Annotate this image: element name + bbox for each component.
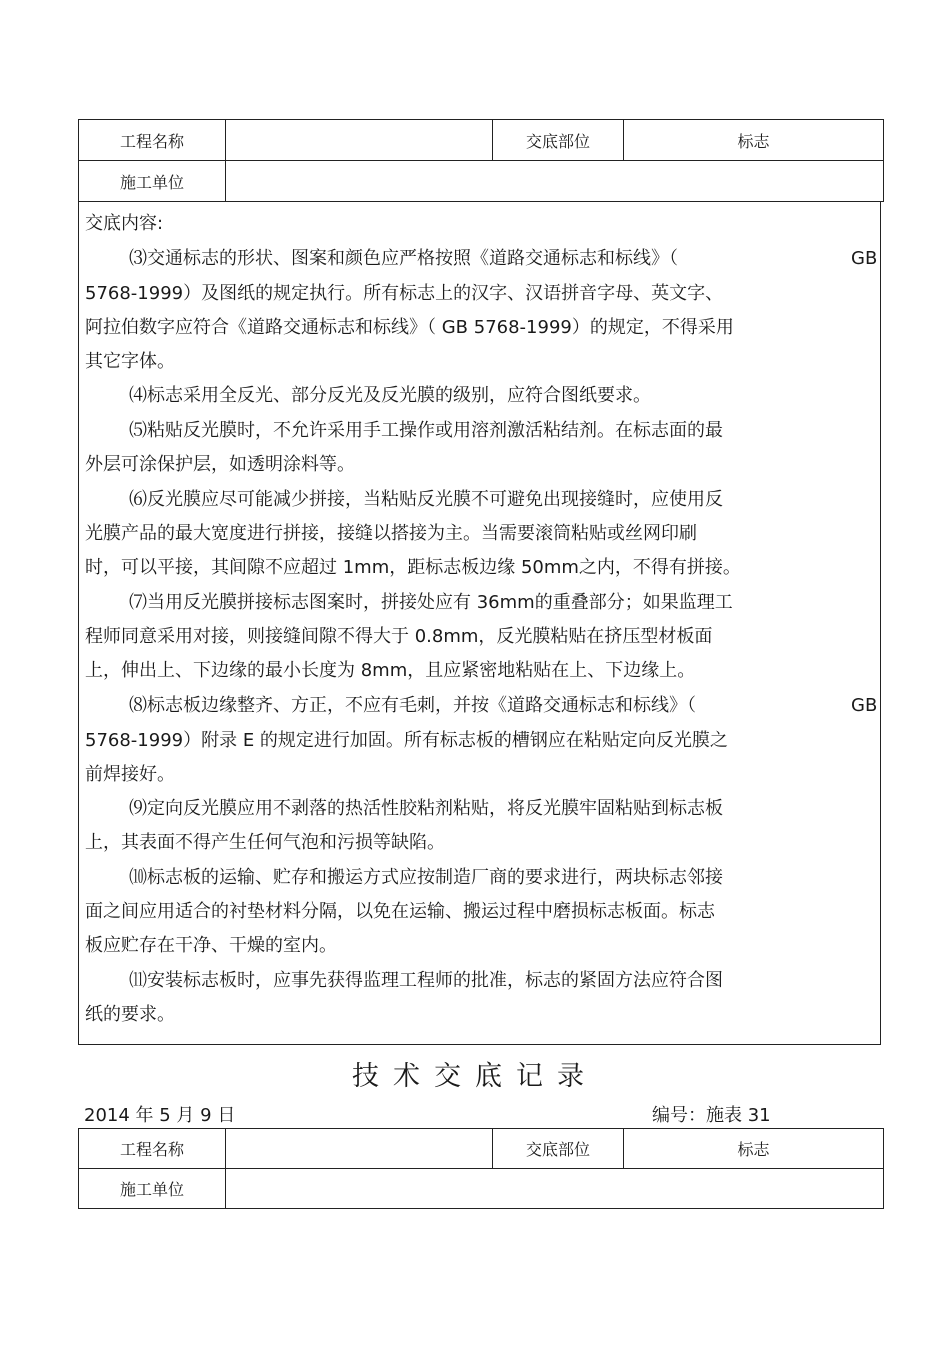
content-line: 前焊接好。: [85, 764, 175, 785]
content-line: ⑶交通标志的形状、图案和颜色应严格按照《道路交通标志和标线》（: [129, 248, 678, 269]
project-name-value: [226, 1129, 493, 1169]
content-line: ⑼定向反光膜应用不剥落的热活性胶粘剂粘贴，将反光膜牢固粘贴到标志板: [129, 798, 723, 819]
content-line: 板应贮存在干净、干燥的室内。: [85, 935, 337, 956]
briefing-content: [78, 201, 881, 1045]
location-value: 标志: [624, 120, 884, 161]
content-line: 5768-1999）及图纸的规定执行。所有标志上的汉字、汉语拼音字母、英文字、: [85, 283, 724, 304]
content-line: ⑸粘贴反光膜时，不允许采用手工操作或用溶剂激活粘结剂。在标志面的最: [129, 420, 723, 441]
content-line: 上，其表面不得产生任何气泡和污损等缺陷。: [85, 832, 445, 853]
content-line: 其它字体。: [85, 351, 175, 372]
header-info-table: [78, 119, 884, 202]
footer-info-table: [78, 1128, 884, 1209]
content-line: ⑽标志板的运输、贮存和搬运方式应按制造厂商的要求进行，两块标志邻接: [129, 867, 723, 888]
table-row: [79, 1129, 884, 1169]
contractor-label: 施工单位: [79, 1169, 226, 1209]
content-line: GB: [851, 248, 878, 269]
content-line: ⑷标志采用全反光、部分反光及反光膜的级别，应符合图纸要求。: [129, 385, 651, 406]
location-label: 交底部位: [493, 120, 624, 161]
content-line: 5768-1999）附录 E 的规定进行加固。所有标志板的槽钢应在粘贴定向反光膜之: [85, 730, 728, 751]
content-line: ⑹反光膜应尽可能减少拼接，当粘贴反光膜不可避免出现接缝时，应使用反: [129, 489, 723, 510]
content-line: 外层可涂保护层，如透明涂料等。: [85, 454, 355, 475]
content-heading: 交底内容:: [85, 213, 164, 234]
contractor-value: [226, 161, 884, 202]
table-row: [79, 161, 884, 202]
content-line: 光膜产品的最大宽度进行拼接，接缝以搭接为主。当需要滚筒粘贴或丝网印刷: [85, 523, 697, 544]
content-line: ⑾安装标志板时，应事先获得监理工程师的批准，标志的紧固方法应符合图: [129, 970, 723, 991]
project-name-value: [226, 120, 493, 161]
content-line: ⑻标志板边缘整齐、方正，不应有毛刺，并按《道路交通标志和标线》（: [129, 695, 696, 716]
record-title: 技术交底记录: [352, 1061, 598, 1092]
location-value: 标志: [624, 1129, 884, 1169]
content-line: 面之间应用适合的衬垫材料分隔，以免在运输、搬运过程中磨损标志板面。标志: [85, 901, 715, 922]
location-label: 交底部位: [493, 1129, 624, 1169]
content-line: 纸的要求。: [85, 1004, 175, 1025]
record-code: 编号：施表 31: [652, 1105, 771, 1126]
record-date: 2014 年 5 月 9 日: [84, 1105, 236, 1126]
content-line: ⑺当用反光膜拼接标志图案时，拼接处应有 36mm的重叠部分；如果监理工: [129, 592, 733, 613]
contractor-value: [226, 1169, 884, 1209]
contractor-label: 施工单位: [79, 161, 226, 202]
content-line: 时，可以平接，其间隙不应超过 1mm，距标志板边缘 50mm之内，不得有拼接。: [85, 557, 741, 578]
content-line: 上，伸出上、下边缘的最小长度为 8mm，且应紧密地粘贴在上、下边缘上。: [85, 660, 696, 681]
table-row: [79, 1169, 884, 1209]
content-line: 阿拉伯数字应符合《道路交通标志和标线》（ GB 5768-1999）的规定，不得采用: [85, 317, 734, 338]
content-line: GB: [851, 695, 878, 716]
project-name-label: 工程名称: [79, 1129, 226, 1169]
project-name-label: 工程名称: [79, 120, 226, 161]
content-line: 程师同意采用对接，则接缝间隙不得大于 0.8mm，反光膜粘贴在挤压型材板面: [85, 626, 713, 647]
table-row: [79, 120, 884, 161]
